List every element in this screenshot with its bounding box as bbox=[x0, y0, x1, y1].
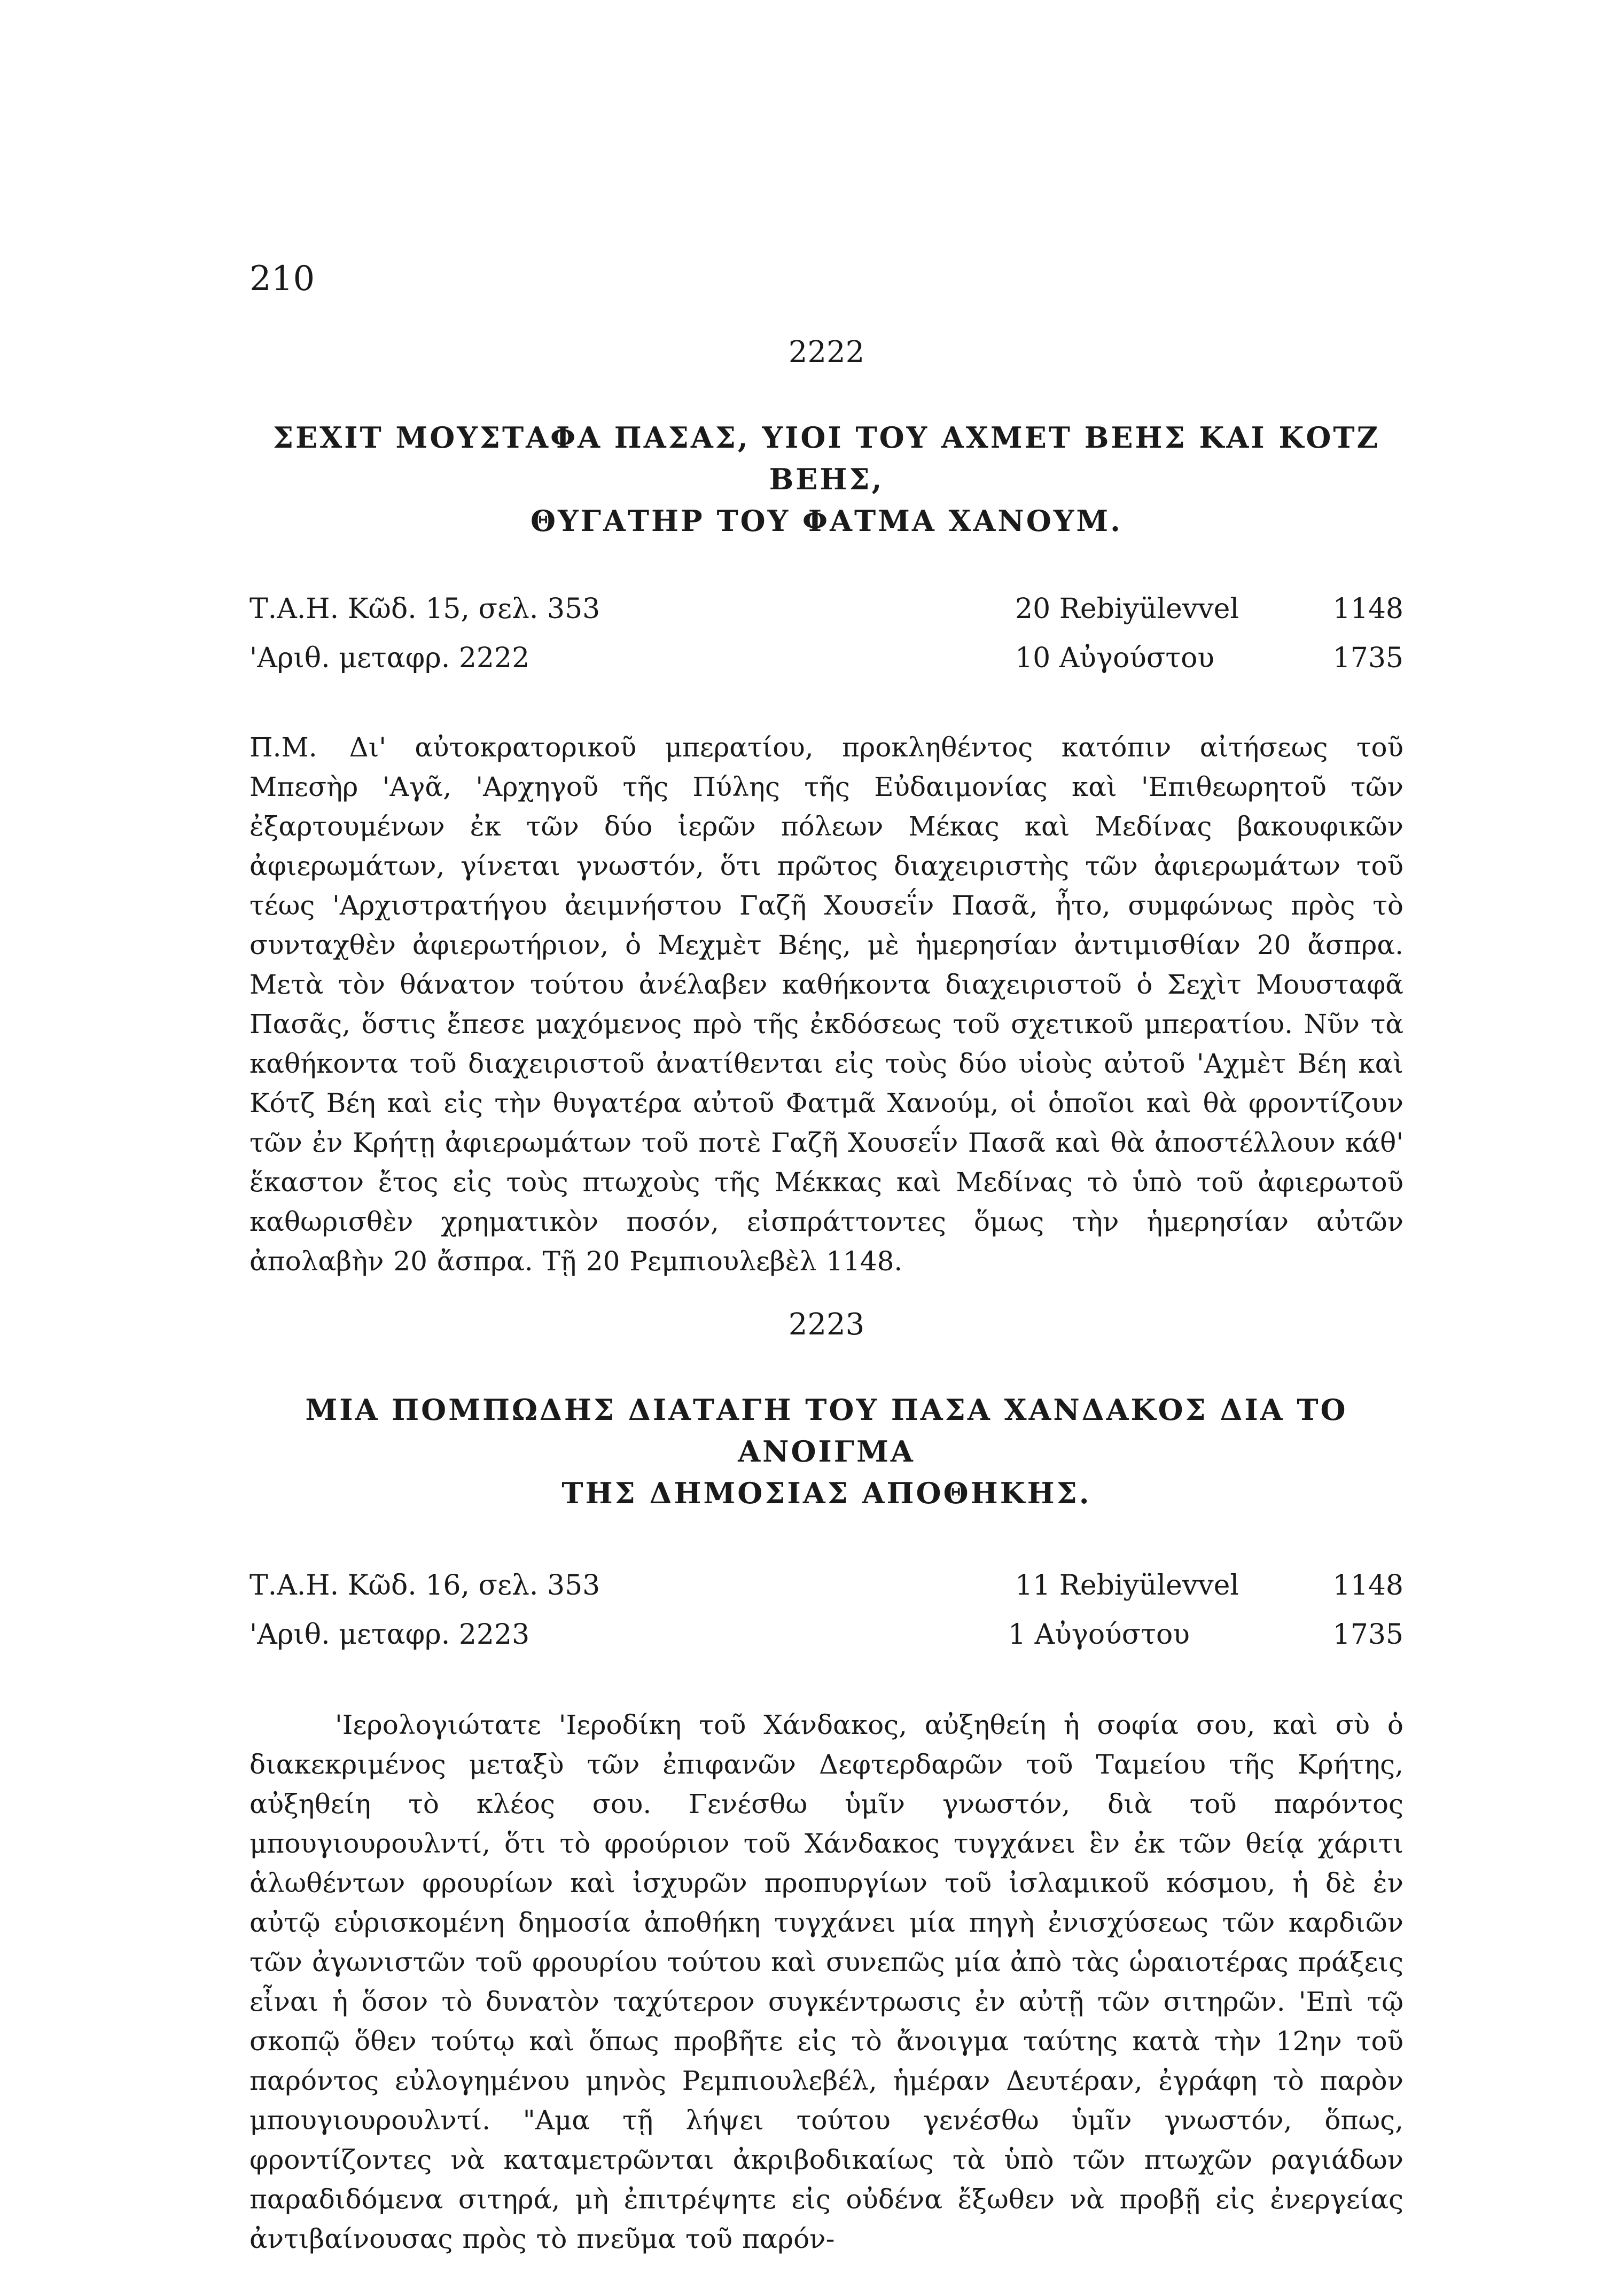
document-title-line: ΤΗΣ ΔΗΜΟΣΙΑΣ ΑΠΟΘΗΚΗΣ. bbox=[561, 1476, 1091, 1510]
document-title bbox=[249, 417, 1403, 542]
translation-number: 'Αριθ. μεταφρ. 2223 bbox=[249, 1619, 530, 1651]
gregorian-year: 1735 bbox=[1332, 642, 1403, 674]
gregorian-year: 1735 bbox=[1332, 1619, 1403, 1651]
hijri-year: 1148 bbox=[1332, 1569, 1403, 1602]
document-abbreviation: Π.Μ. bbox=[249, 732, 317, 763]
document-title-line: ΜΙΑ ΠΟΜΠΩΔΗΣ ΔΙΑΤΑΓΗ ΤΟΥ ΠΑΣΑ ΧΑΝΔΑΚΟΣ ΔΙΑ ΤΟ ΑΝΟΙΓΜΑ bbox=[305, 1393, 1348, 1469]
gregorian-date: 1 Αὐγούστου bbox=[1008, 1619, 1190, 1651]
page-number: 210 bbox=[249, 259, 315, 299]
archive-source: Τ.Α.Η. Κῶδ. 15, σελ. 353 bbox=[249, 593, 600, 625]
document-2223 bbox=[249, 1307, 1403, 2259]
document-title bbox=[249, 1389, 1403, 1514]
meta-row-translation bbox=[249, 634, 1403, 683]
document-title-line: ΘΥΓΑΤΗΡ ΤΟΥ ΦΑΤΜΑ ΧΑΝΟΥΜ. bbox=[531, 504, 1122, 538]
document-meta bbox=[249, 1561, 1403, 1659]
hijri-date: 20 Rebiyülevvel bbox=[1015, 593, 1239, 625]
meta-row-translation bbox=[249, 1610, 1403, 1659]
gregorian-date: 10 Αὐγούστου bbox=[1015, 642, 1215, 674]
document-2222 bbox=[249, 335, 1403, 1281]
hijri-date: 11 Rebiyülevvel bbox=[1015, 1569, 1239, 1602]
translation-number: 'Αριθ. μεταφρ. 2222 bbox=[249, 642, 530, 674]
meta-row-source bbox=[249, 584, 1403, 634]
document-meta bbox=[249, 584, 1403, 683]
document-number: 2222 bbox=[788, 335, 865, 370]
hijri-year: 1148 bbox=[1332, 593, 1403, 625]
document-body-text: Δι' αὐτοκρατορικοῦ μπερατίου, προκληθέντος κατόπιν αἰτήσεως τοῦ Μπεσὴρ 'Αγᾶ, 'Αρχηγοῦ τῆς Πύλης τῆς Εὐδαιμονίας καὶ 'Επιθεωρητοῦ τῶν ἐξαρτουμένων ἐκ τῶν δύο ἱερῶν πόλεων Μέκας καὶ Μεδίνας βακουφικῶν ἀφιερωμάτων, γίνεται γνωστόν, ὅτι πρῶτος διαχειριστὴς τῶν ἀφιερωμάτων τοῦ τέως 'Αρχιστρατήγου ἀειμνήστου Γαζῆ Χουσεΐν Πασᾶ, ἦτο, συμφώνως πρὸς τὸ συνταχθὲν ἀφιερωτήριον, ὁ Μεχμὲτ Βέης, μὲ ἡμερησίαν ἀντιμισθίαν 20 ἄσπρα. Μετὰ τὸν θάνατον τούτου ἀνέλαβεν καθήκοντα διαχειριστοῦ ὁ Σεχὶτ Μουσταφᾶ Πασᾶς, ὅστις ἔπεσε μαχόμενος πρὸ τῆς ἐκδόσεως τοῦ σχετικοῦ μπερατίου. Νῦν τὰ καθήκοντα τοῦ διαχειριστοῦ ἀνατίθενται εἰς τοὺς δύο υἱοὺς αὐτοῦ 'Αχμὲτ Βέη καὶ Κότζ Βέη καὶ εἰς τὴν θυγατέρα αὐτοῦ Φατμᾶ Χανούμ, οἱ ὁποῖοι καὶ θὰ φροντίζουν τῶν ἐν Κρήτῃ ἀφιερωμάτων τοῦ ποτὲ Γαζῆ Χουσεΐν Πασᾶ καὶ θὰ ἀποστέλλουν κάθ' ἕκαστον ἔτος εἰς τοὺς πτωχοὺς τῆς Μέκκας καὶ Μεδίνας τὸ ὑπὸ τοῦ ἀφιερωτοῦ καθωρισθὲν χρηματικὸν ποσόν, εἰσπράττοντες ὅμως τὴν ἡμερησίαν αὐτῶν ἀπολαβὴν 20 ἄσπρα. Τῇ 20 Ρεμπιουλεβὲλ 1148. bbox=[249, 732, 1403, 1277]
document-body bbox=[249, 728, 1403, 1281]
document-title-line: ΣΕΧΙΤ ΜΟΥΣΤΑΦΑ ΠΑΣΑΣ, ΥΙΟΙ ΤΟΥ ΑΧΜΕΤ ΒΕΗΣ ΚΑΙ ΚΟΤΖ ΒΕΗΣ, bbox=[272, 420, 1380, 496]
archive-source: Τ.Α.Η. Κῶδ. 16, σελ. 353 bbox=[249, 1569, 600, 1602]
meta-row-source bbox=[249, 1561, 1403, 1610]
document-body: 'Ιερολογιώτατε 'Ιεροδίκη τοῦ Χάνδακος, αὐξηθείη ἡ σοφία σου, καὶ σὺ ὁ διακεκριμένος μεταξὺ τῶν ἐπιφανῶν Δεφτερδαρῶν τοῦ Ταμείου τῆς Κρήτης, αὐξηθείη τὸ κλέος σου. Γενέσθω ὑμῖν γνωστόν, διὰ τοῦ παρόντος μπουγιουρουλντί, ὅτι τὸ φρούριον τοῦ Χάνδακος τυγχάνει ἓν ἐκ τῶν θείᾳ χάριτι ἁλωθέντων φρουρίων καὶ ἰσχυρῶν προπυργίων τοῦ ἰσλαμικοῦ κόσμου, ἡ δὲ ἐν αὐτῷ εὑρισκομένη δημοσία ἀποθήκη τυγχάνει μία πηγὴ ἐνισχύσεως τῶν καρδιῶν τῶν ἀγωνιστῶν τοῦ φρουρίου τούτου καὶ συνεπῶς μία ἀπὸ τὰς ὡραιοτέρας πράξεις εἶναι ἡ ὅσον τὸ δυνατὸν ταχύτερον συγκέντρωσις ἐν αὐτῇ τῶν σιτηρῶν. 'Επὶ τῷ σκοπῷ ὅθεν τούτῳ καὶ ὅπως προβῆτε εἰς τὸ ἄνοιγμα ταύτης κατὰ τὴν 12ην τοῦ παρόντος εὐλογημένου μηνὸς Ρεμπιουλεβέλ, ἡμέραν Δευτέραν, ἐγράφη τὸ παρὸν μπουγιουρουλντί. "Αμα τῇ λήψει τούτου γενέσθω ὑμῖν γνωστόν, ὅπως, φροντίζοντες νὰ καταμετρῶνται ἀκριβοδικαίως τὰ ὑπὸ τῶν πτωχῶν ραγιάδων παραδιδόμενα σιτηρά, μὴ ἐπιτρέψητε εἰς οὐδένα ἔξωθεν νὰ προβῇ εἰς ἐνεργείας ἀντιβαίνουσας πρὸς τὸ πνεῦμα τοῦ παρόν- bbox=[249, 1709, 1403, 2254]
document-number: 2223 bbox=[788, 1307, 865, 1342]
